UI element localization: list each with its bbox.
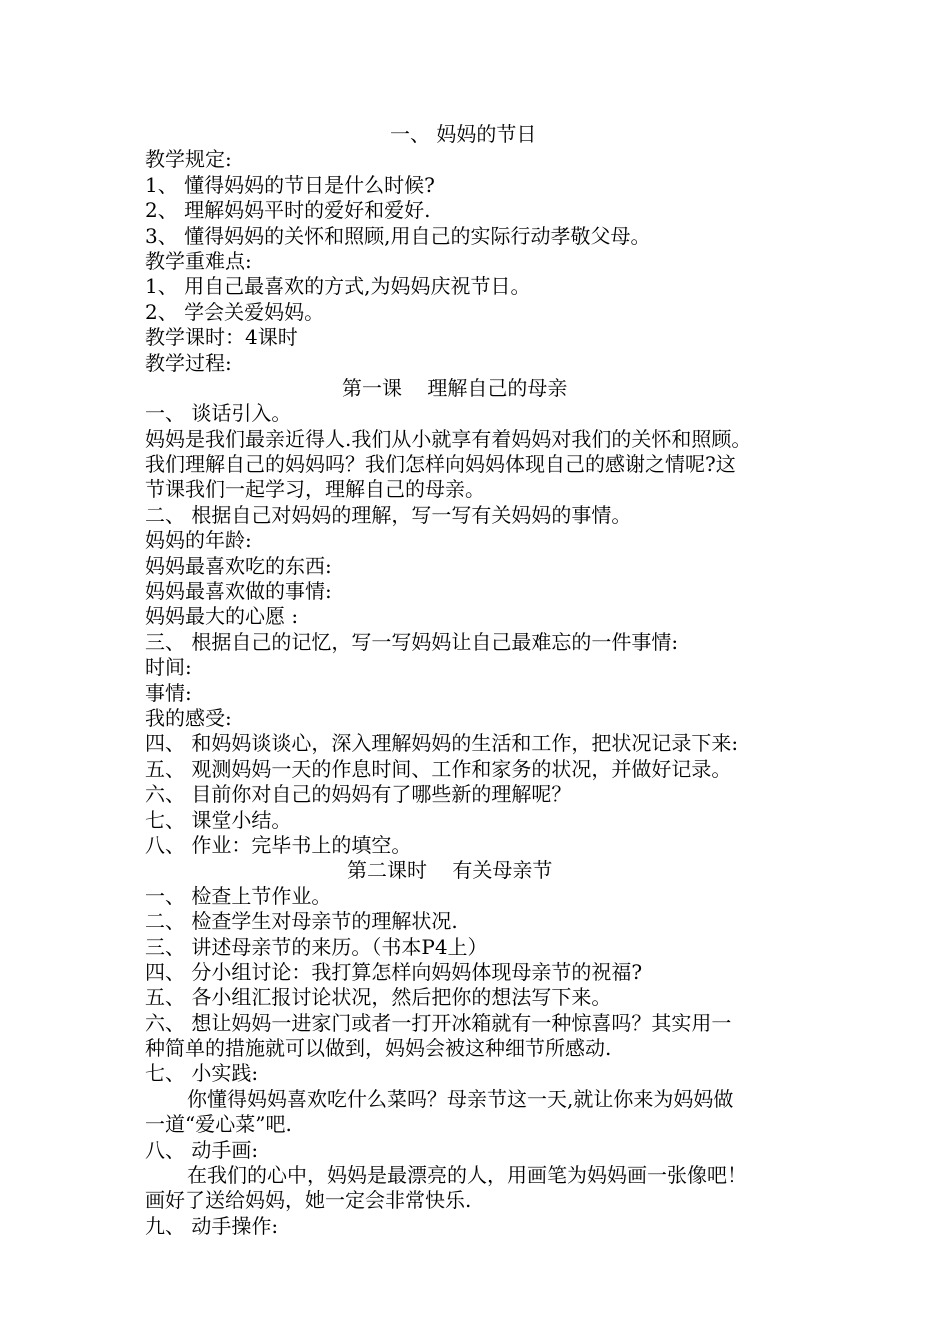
text-line: 八、 动手画:: [145, 1137, 259, 1162]
text-line: 二、 检查学生对母亲节的理解状况.: [145, 909, 458, 934]
text-line: 六、 想让妈妈一进家门或者一打开冰箱就有一种惊喜吗？其实用一: [145, 1010, 732, 1035]
document-title: 一、 妈妈的节日: [390, 122, 537, 146]
indented-paragraph: 在我们的心中，妈妈是最漂亮的人，用画笔为妈妈画一张像吧！: [187, 1163, 747, 1188]
text-line: 一道“爱心菜”吧.: [145, 1112, 292, 1137]
text-line: 九、 动手操作:: [145, 1213, 279, 1238]
text-line: 我们理解自己的妈妈吗？我们怎样向妈妈体现自己的感谢之情呢?这: [145, 452, 736, 477]
text-line: 1、 用自己最喜欢的方式,为妈妈庆祝节日。: [145, 274, 531, 299]
text-line: 事情:: [145, 680, 192, 705]
text-line: 二、 根据自己对妈妈的理解，写一写有关妈妈的事情。: [145, 502, 632, 527]
text-line: 八、 作业：完毕书上的填空。: [145, 832, 412, 857]
text-line: 一、 谈话引入。: [145, 401, 292, 426]
text-line: 五、 各小组汇报讨论状况，然后把你的想法写下来。: [145, 985, 612, 1010]
text-line: 我的感受:: [145, 705, 232, 730]
text-line: 四、 分小组讨论：我打算怎样向妈妈体现母亲节的祝福?: [145, 959, 643, 984]
text-line: 妈妈最大的心愿 :: [145, 604, 299, 629]
text-line: 妈妈的年龄:: [145, 528, 252, 553]
text-line: 七、 课堂小结。: [145, 807, 292, 832]
section-title-lesson-1: 第一课 理解自己的母亲: [342, 375, 568, 400]
lesson-2-content: [145, 884, 825, 1239]
text-line: 2、 学会关爱妈妈。: [145, 299, 325, 324]
text-line: 1、 懂得妈妈的节日是什么时候?: [145, 172, 435, 197]
text-line: 一、 检查上节作业。: [145, 883, 332, 908]
section-title-lesson-2: 第二课时 有关母亲节: [347, 858, 553, 883]
text-line: 时间:: [145, 655, 192, 680]
text-line: 妈妈最喜欢做的事情:: [145, 579, 332, 604]
text-line: 教学过程:: [145, 350, 232, 375]
lesson-1-content: [145, 401, 825, 858]
text-line: 节课我们一起学习，理解自己的母亲。: [145, 477, 485, 502]
text-line: 2、 理解妈妈平时的爱好和爱好.: [145, 198, 431, 223]
text-line: 种简单的措施就可以做到，妈妈会被这种细节所感动.: [145, 1036, 612, 1061]
indented-paragraph: 你懂得妈妈喜欢吃什么菜吗？母亲节这一天,就让你来为妈妈做: [187, 1086, 734, 1111]
teaching-requirements: [145, 147, 825, 376]
text-line: 七、 小实践:: [145, 1061, 259, 1086]
text-line: 教学课时：4课时: [145, 325, 298, 350]
text-line: 3、 懂得妈妈的关怀和照顾,用自己的实际行动孝敬父母。: [145, 223, 651, 248]
text-line: 妈妈最喜欢吃的东西:: [145, 553, 332, 578]
text-line: 三、 讲述母亲节的来历。（书本P4上）: [145, 934, 488, 959]
text-line: 四、 和妈妈谈谈心，深入理解妈妈的生活和工作，把状况记录下来:: [145, 731, 739, 756]
text-line: 教学重难点:: [145, 248, 252, 273]
document-body: [145, 122, 825, 1239]
text-line: 五、 观测妈妈一天的作息时间、工作和家务的状况，并做好记录。: [145, 756, 732, 781]
text-line: 六、 目前你对自己的妈妈有了哪些新的理解呢？: [145, 782, 572, 807]
text-line: 画好了送给妈妈，她一定会非常快乐.: [145, 1188, 472, 1213]
text-line: 教学规定:: [145, 147, 232, 172]
text-line: 妈妈是我们最亲近得人.我们从小就享有着妈妈对我们的关怀和照顾。: [145, 426, 752, 451]
text-line: 三、 根据自己的记忆，写一写妈妈让自己最难忘的一件事情:: [145, 629, 679, 654]
